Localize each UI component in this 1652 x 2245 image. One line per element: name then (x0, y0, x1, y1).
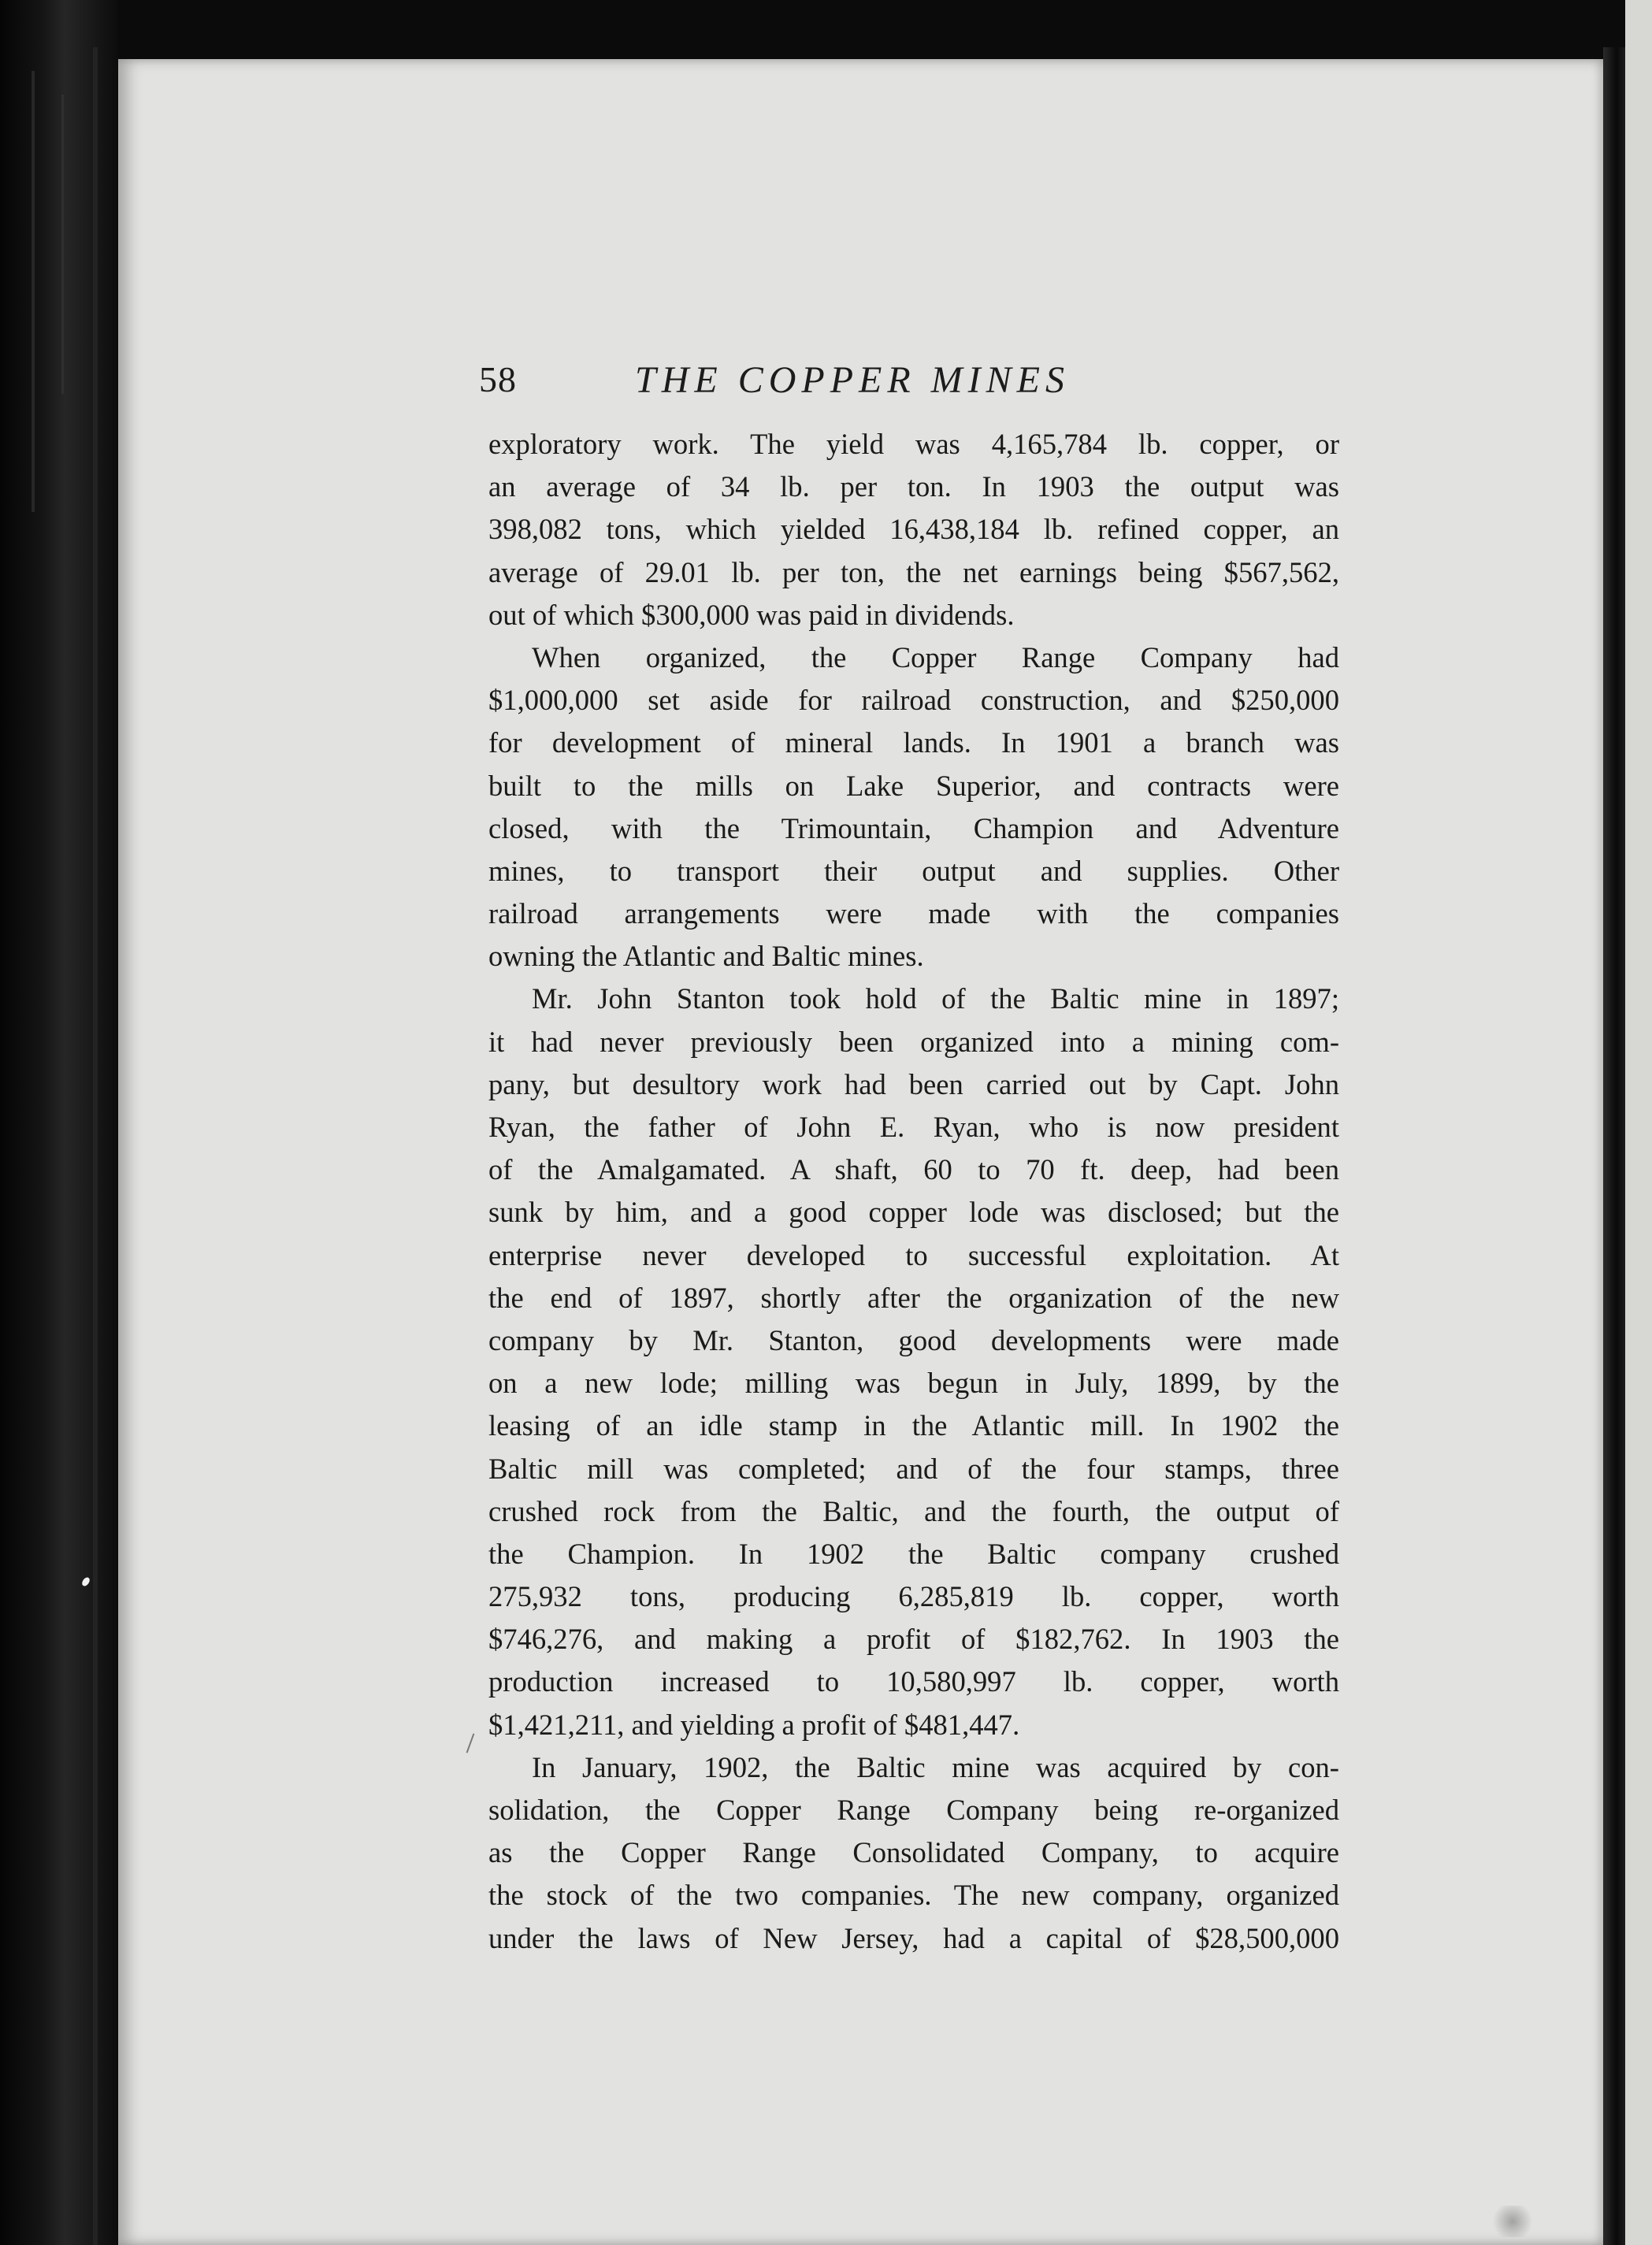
text-line: production increased to 10,580,997 lb. copper, worth (488, 1665, 1339, 1698)
text-line: as the Copper Range Consolidated Company, to acquire (488, 1836, 1339, 1869)
text-line: for development of mineral lands. In 1901 a branch was (488, 726, 1339, 759)
text-line: it had never previously been organized into a mining com- (488, 1025, 1339, 1058)
text-line: 398,082 tons, which yielded 16,438,184 lb. refined copper, an (488, 513, 1339, 546)
text-line: railroad arrangements were made with the companies (488, 897, 1339, 930)
text-line: leasing of an idle stamp in the Atlantic mill. In 1902 the (488, 1409, 1339, 1442)
text-line: 275,932 tons, producing 6,285,819 lb. copper, worth (488, 1580, 1339, 1613)
text-line: Mr. John Stanton took hold of the Baltic mine in 1897; (532, 982, 1339, 1015)
text-line: exploratory work. The yield was 4,165,784 lb. copper, or (488, 428, 1339, 460)
text-line: built to the mills on Lake Superior, and contracts were (488, 769, 1339, 802)
text-line: under the laws of New Jersey, had a capital of $28,500,000 (488, 1921, 1339, 1954)
text-line: mines, to transport their output and supplies. Other (488, 854, 1339, 887)
text-line: $746,276, and making a profit of $182,762. In 1903 the (488, 1623, 1339, 1656)
text-line: In January, 1902, the Baltic mine was acquired by con- (532, 1750, 1339, 1783)
text-line: enterprise never developed to successful exploitation. At (488, 1238, 1339, 1271)
text-line: pany, but desultory work had been carried out by Capt. John (488, 1067, 1339, 1100)
running-head: THE COPPER MINES (635, 359, 1070, 401)
text-line: Ryan, the father of John E. Ryan, who is now president (488, 1111, 1339, 1143)
film-streak (93, 47, 98, 2245)
film-streak (61, 95, 64, 394)
text-line: closed, with the Trimountain, Champion and Adventure (488, 811, 1339, 844)
text-line: When organized, the Copper Range Company had (532, 640, 1339, 674)
film-blemish (1489, 2206, 1536, 2237)
text-line: of the Amalgamated. A shaft, 60 to 70 ft. deep, had been (488, 1153, 1339, 1186)
film-right-edge (1625, 0, 1652, 2245)
text-line: $1,000,000 set aside for railroad construction, and $250,000 (488, 684, 1339, 717)
body-text (488, 423, 1339, 1954)
text-line: average of 29.01 lb. per ton, the net earnings being $567,562, (488, 555, 1339, 588)
text-line: $1,421,211, and yielding a profit of $481,447. (488, 1708, 1020, 1741)
text-line: sunk by him, and a good copper lode was disclosed; but the (488, 1196, 1339, 1229)
text-line: the stock of the two companies. The new company, organized (488, 1879, 1339, 1912)
text-line: on a new lode; milling was begun in July, 1899, by the (488, 1367, 1339, 1400)
text-line: owning the Atlantic and Baltic mines. (488, 940, 924, 973)
text-line: the end of 1897, shortly after the organization of the new (488, 1281, 1339, 1314)
page-header (364, 358, 1341, 414)
film-left-edge (0, 0, 118, 2245)
text-line: crushed rock from the Baltic, and the fourth, the output of (488, 1494, 1339, 1527)
film-streak (32, 71, 35, 512)
text-line: company by Mr. Stanton, good developments were made (488, 1323, 1339, 1356)
text-line: an average of 34 lb. per ton. In 1903 the output was (488, 470, 1339, 503)
page-right-shadow (1603, 47, 1625, 2245)
text-line: the Champion. In 1902 the Baltic company crushed (488, 1537, 1339, 1570)
page-number: 58 (479, 359, 517, 399)
text-line: Baltic mill was completed; and of the four stamps, three (488, 1452, 1339, 1485)
text-line: out of which $300,000 was paid in dividends. (488, 598, 1015, 631)
text-line: solidation, the Copper Range Company being re-organized (488, 1794, 1339, 1826)
